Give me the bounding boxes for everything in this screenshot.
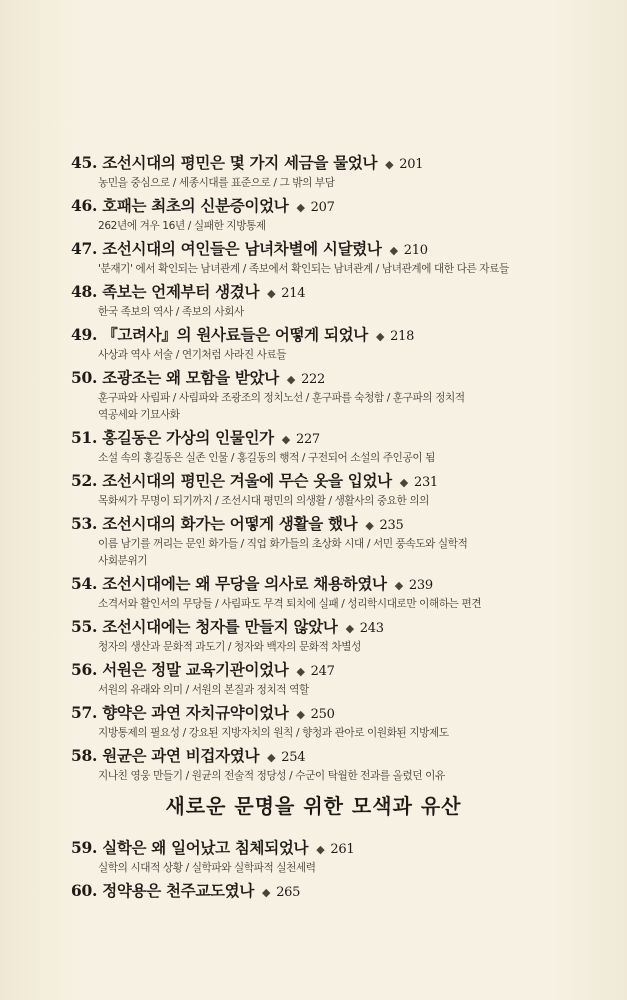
entry-title: 홍길동은 가상의 인물인가 xyxy=(102,428,274,447)
diamond-bullet-icon: ◆ xyxy=(281,433,290,446)
toc-entry-title-line xyxy=(71,660,551,682)
entry-page-number: 218 xyxy=(390,329,415,344)
diamond-bullet-icon: ◆ xyxy=(316,843,325,856)
entry-number: 56. xyxy=(71,660,98,679)
entry-number: 46. xyxy=(71,196,98,215)
toc-entry xyxy=(71,746,551,785)
toc-entry-title-line xyxy=(71,282,551,304)
entry-title: 족보는 언제부터 생겼나 xyxy=(102,282,260,301)
entry-subtopics: 사상과 역사 서술 / 연기처럼 사라진 사료들 xyxy=(98,349,287,361)
entry-page-number: 227 xyxy=(295,432,320,447)
entry-subtopics: 훈구파와 사림파 / 사림파와 조광조의 정치노선 / 훈구파를 숙청함 / 훈구파의 정치적 xyxy=(98,392,465,404)
toc-entry xyxy=(71,514,551,570)
entry-number: 59. xyxy=(71,838,98,857)
diamond-bullet-icon: ◆ xyxy=(385,158,394,171)
entry-number: 57. xyxy=(71,703,98,722)
diamond-bullet-icon: ◆ xyxy=(296,708,305,721)
toc-entry-title-line xyxy=(71,471,551,493)
entry-title: 조광조는 왜 모함을 받았나 xyxy=(102,368,279,387)
entry-subtopics: 소격서와 활인서의 무당들 / 사림파도 무격 퇴치에 실패 / 성리학시대로만 이해하는 편견 xyxy=(98,598,482,610)
toc-entry-title-line xyxy=(71,746,551,768)
toc-entry-title-line xyxy=(71,153,551,175)
entry-number: 50. xyxy=(71,368,98,387)
toc-entry xyxy=(71,325,551,364)
toc-entry xyxy=(71,660,551,699)
toc-entry-title-line xyxy=(71,617,551,639)
entry-number: 55. xyxy=(71,617,98,636)
toc-entry xyxy=(71,881,551,903)
entry-number: 49. xyxy=(71,325,98,344)
entry-number: 52. xyxy=(71,471,98,490)
entry-page-number: 235 xyxy=(379,518,404,533)
toc-entry-title-line xyxy=(71,574,551,596)
toc-entry xyxy=(71,838,551,877)
entry-subtopics: 사회분위기 xyxy=(98,555,148,567)
entry-subtopics: 소설 속의 홍길동은 실존 인물 / 홍길동의 행적 / 구전되어 소설의 주인공이 됨 xyxy=(98,452,435,464)
entry-number: 60. xyxy=(71,881,98,900)
entry-page-number: 247 xyxy=(310,664,335,679)
toc-entry-title-line xyxy=(71,881,551,903)
entry-title: 조선시대의 화가는 어떻게 생활을 했나 xyxy=(102,514,358,533)
entry-page-number: 239 xyxy=(408,578,433,593)
entry-subtopics: '분재기' 에서 확인되는 남녀관계 / 족보에서 확인되는 남녀관계 / 남녀관계에 대한 다른 자료들 xyxy=(98,263,509,275)
entry-page-number: 265 xyxy=(276,885,301,900)
entry-number: 58. xyxy=(71,746,98,765)
entry-page-number: 222 xyxy=(301,372,325,387)
toc-entry-title-line xyxy=(71,838,551,860)
entry-number: 53. xyxy=(71,514,98,533)
entry-number: 47. xyxy=(71,239,98,258)
entry-title: 정약용은 천주교도였나 xyxy=(102,881,255,900)
section-heading: 새로운 문명을 위한 모색과 유산 xyxy=(165,794,462,818)
entry-page-number: 231 xyxy=(413,475,438,490)
diamond-bullet-icon: ◆ xyxy=(267,287,276,300)
entry-title: 조선시대의 평민은 몇 가지 세금을 물었나 xyxy=(102,153,378,172)
entry-number: 51. xyxy=(71,428,98,447)
entry-subtopics: 실학의 시대적 상황 / 실학파와 실학파적 실천세력 xyxy=(98,862,316,874)
entry-subtopics: 262년에 겨우 16년 / 실패한 지방통제 xyxy=(98,220,266,232)
entry-page-number: 261 xyxy=(330,842,355,857)
entry-page-number: 210 xyxy=(403,243,428,258)
entry-page-number: 201 xyxy=(399,157,424,172)
toc-entry-title-line xyxy=(71,368,551,390)
entry-page-number: 254 xyxy=(281,750,306,765)
toc-entry-title-line xyxy=(71,514,551,536)
entry-title: 조선시대의 평민은 겨울에 무슨 옷을 입었나 xyxy=(102,471,392,490)
diamond-bullet-icon: ◆ xyxy=(375,330,385,343)
entry-page-number: 250 xyxy=(310,707,335,722)
entry-subtopics: 지방통제의 필요성 / 강요된 지방자치의 원칙 / 향청과 관아로 이원화된 지방제도 xyxy=(98,727,449,739)
diamond-bullet-icon: ◆ xyxy=(286,373,296,386)
toc-entry xyxy=(71,368,551,424)
entry-title: 조선시대의 여인들은 남녀차별에 시달렸나 xyxy=(102,239,382,258)
entry-subtopics: 청자의 생산과 문화적 과도기 / 청자와 백자의 문화적 차별성 xyxy=(98,641,361,653)
diamond-bullet-icon: ◆ xyxy=(399,476,408,489)
toc-entry xyxy=(71,239,551,278)
toc-entry xyxy=(71,153,551,192)
toc-entry-title-line xyxy=(71,196,551,218)
entry-subtopics: 서원의 유래와 의미 / 서원의 본질과 정치적 역할 xyxy=(98,684,309,696)
diamond-bullet-icon: ◆ xyxy=(394,579,403,592)
diamond-bullet-icon: ◆ xyxy=(296,665,305,678)
diamond-bullet-icon: ◆ xyxy=(267,751,276,764)
entry-title: 『고려사』의 원사료들은 어떻게 되었나 xyxy=(102,325,368,344)
entry-number: 45. xyxy=(71,153,98,172)
entry-title: 원균은 과연 비겁자였나 xyxy=(102,746,260,765)
diamond-bullet-icon: ◆ xyxy=(389,244,398,257)
toc-entry xyxy=(71,282,551,321)
toc-entry xyxy=(71,471,551,510)
diamond-bullet-icon: ◆ xyxy=(365,519,374,532)
toc-entry xyxy=(71,617,551,656)
toc-entry xyxy=(71,574,551,613)
entry-number: 48. xyxy=(71,282,98,301)
entry-title: 호패는 최초의 신분증이었나 xyxy=(102,196,289,215)
toc-entry-title-line xyxy=(71,703,551,725)
entry-title: 조선시대에는 청자를 만들지 않았나 xyxy=(102,617,338,636)
entry-page-number: 214 xyxy=(281,286,306,301)
toc-entry-title-line xyxy=(71,428,551,450)
entry-page-number: 207 xyxy=(310,200,335,215)
entry-subtopics: 한국 족보의 역사 / 족보의 사회사 xyxy=(98,306,244,318)
toc-entry-title-line xyxy=(71,239,551,261)
table-of-contents-continued xyxy=(71,838,551,907)
entry-subtopics: 지나친 영웅 만들기 / 원균의 전술적 정당성 / 수군이 탁월한 전과를 올렸던 이유 xyxy=(98,770,445,782)
entry-title: 조선시대에는 왜 무당을 의사로 채용하였나 xyxy=(102,574,387,593)
entry-page-number: 243 xyxy=(359,621,384,636)
entry-subtopics: 목화씨가 무명이 되기까지 / 조선시대 평민의 의생활 / 생활사의 중요한 의의 xyxy=(98,495,430,507)
diamond-bullet-icon: ◆ xyxy=(345,622,354,635)
entry-subtopics: 농민을 중심으로 / 세종시대를 표준으로 / 그 밖의 부담 xyxy=(98,177,335,189)
entry-number: 54. xyxy=(71,574,98,593)
toc-entry-title-line xyxy=(71,325,551,347)
entry-subtopics: 역공세와 기묘사화 xyxy=(98,409,180,421)
toc-entry xyxy=(71,703,551,742)
diamond-bullet-icon: ◆ xyxy=(262,886,271,899)
entry-title: 실학은 왜 일어났고 침체되었나 xyxy=(102,838,309,857)
diamond-bullet-icon: ◆ xyxy=(296,201,305,214)
toc-entry xyxy=(71,428,551,467)
entry-title: 향약은 과연 자치규약이었나 xyxy=(102,703,289,722)
table-of-contents xyxy=(71,153,551,789)
entry-title: 서원은 정말 교육기관이었나 xyxy=(102,660,289,679)
toc-entry xyxy=(71,196,551,235)
entry-subtopics: 이름 남기를 꺼리는 문인 화가들 / 직업 화가들의 초상화 시대 / 서민 풍속도와 실학적 xyxy=(98,538,468,550)
